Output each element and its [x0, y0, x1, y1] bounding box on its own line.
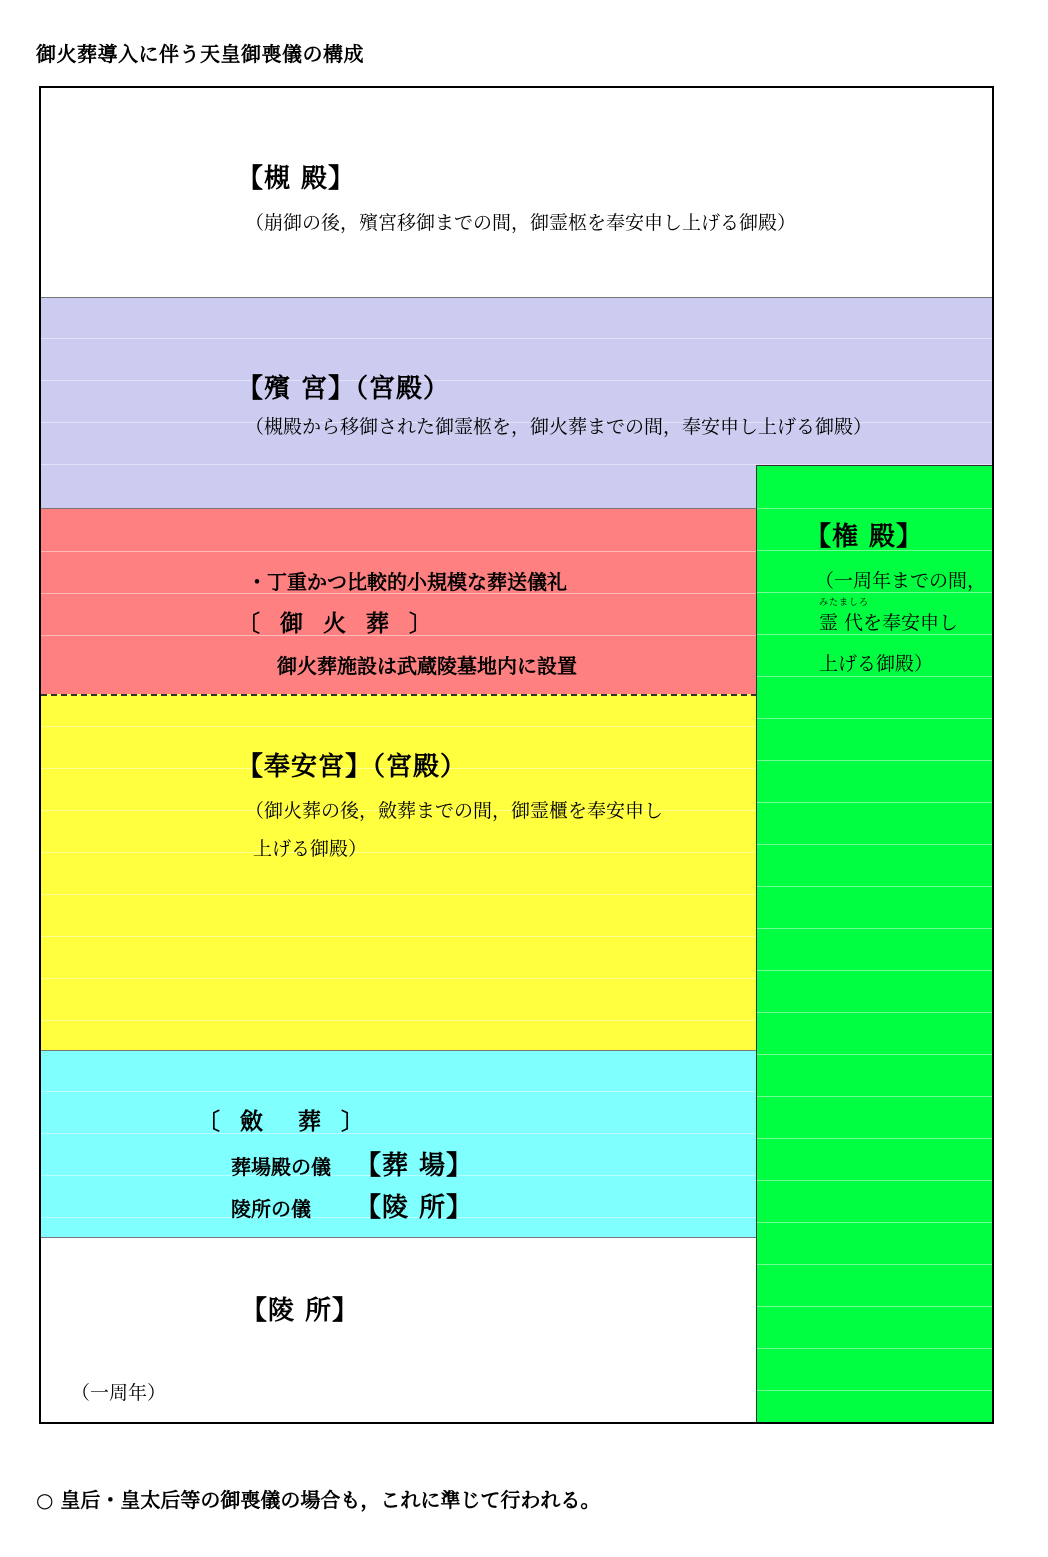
ryosho-place: 【陵 所】	[355, 1193, 474, 1223]
ceremony-structure-diagram	[39, 86, 994, 1424]
gonden-description-line2-wrap	[819, 598, 959, 635]
hinkyu-description: （槻殿から移御された御霊柩を，御火葬までの間，奉安申し上げる御殿）	[245, 416, 873, 438]
moga-heading: 【槻 殿】	[237, 164, 356, 194]
mitamashiro-ruby: みたましろ	[819, 598, 870, 608]
ryosho-band	[41, 1238, 757, 1424]
ryosho-heading: 【陵 所】	[241, 1296, 360, 1326]
footnote: ○ 皇后・皇太后等の御喪儀の場合も，これに準じて行われる。	[36, 1488, 601, 1512]
gonden-description-line3: 上げる御殿）	[819, 653, 934, 675]
sojoden-rite-label: 葬場殿の儀	[231, 1155, 331, 1179]
hoankyu-heading: 【奉安宮】（宮殿）	[237, 752, 468, 782]
gonden-description-line1: （一周年までの間，	[815, 570, 987, 592]
kaso-facility-note: 御火葬施設は武蔵陵墓地内に設置	[277, 654, 577, 678]
page-title: 御火葬導入に伴う天皇御喪儀の構成	[36, 42, 364, 66]
gonden-description-line2: 霊 代を奉安申し	[819, 612, 959, 634]
hoankyu-description-line2: 上げる御殿）	[253, 838, 368, 860]
gonden-column	[756, 465, 994, 1424]
sojo-place: 【葬 場】	[355, 1151, 474, 1181]
hinkyu-heading: 【殯 宮】（宮殿）	[237, 374, 451, 404]
rensou-bracket-label: 〔 斂 葬 〕	[197, 1109, 371, 1135]
hoankyu-band	[41, 694, 757, 1050]
moga-band	[41, 88, 992, 298]
ryosho-period: （一周年）	[71, 1382, 167, 1404]
moga-description: （崩御の後，殯宮移御までの間，御霊柩を奉安申し上げる御殿）	[245, 212, 797, 234]
kaso-bullet: ・丁重かつ比較的小規模な葬送儀礼	[247, 570, 567, 594]
rensou-band	[41, 1050, 757, 1238]
ryosho-rite-label: 陵所の儀	[231, 1197, 311, 1221]
gonden-heading: 【権 殿】	[805, 522, 924, 552]
kaso-bracket-label: 〔 御 火 葬 〕	[237, 611, 439, 637]
kaso-band	[41, 508, 757, 694]
hoankyu-description-line1: （御火葬の後，斂葬までの間，御霊櫃を奉安申し	[245, 800, 664, 822]
